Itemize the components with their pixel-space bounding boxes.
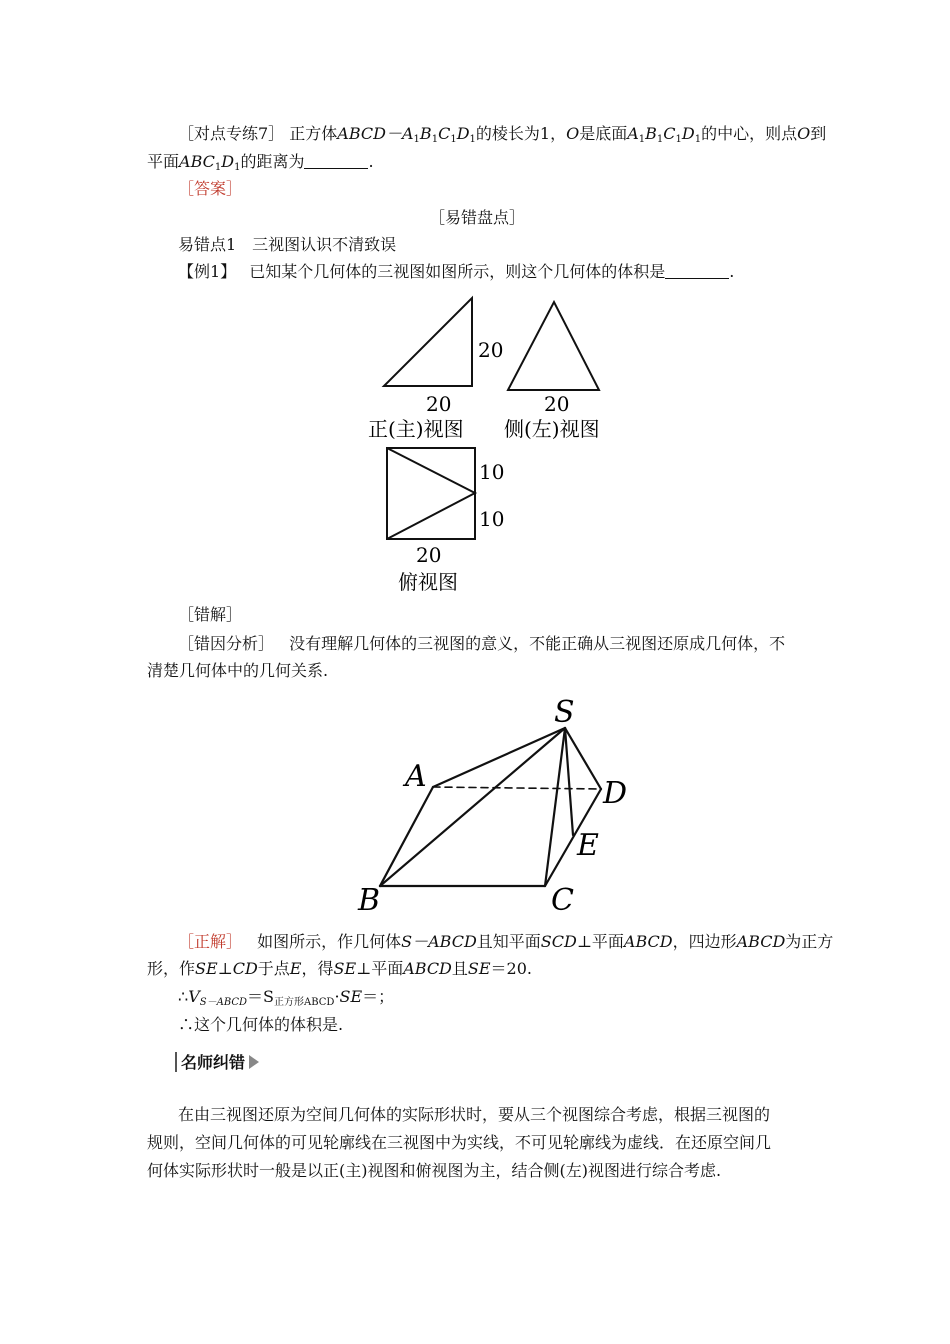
correct-line-1: ［正解］ 如图所示，作几何体S－ABCD且知平面SCD⊥平面ABCD，四边形ABCD为正方	[178, 932, 834, 951]
side-view-triangle	[508, 302, 599, 390]
edge-bs	[380, 728, 565, 886]
edge-ds	[565, 728, 601, 789]
three-views-figure	[360, 292, 640, 604]
analysis-label: ［错因分析］	[178, 634, 275, 653]
pyramid-figure	[355, 692, 645, 920]
top-view-diagonals	[387, 448, 475, 539]
practice-line-2: 平面$ABC_1D_1$的距离为 .	[147, 152, 374, 173]
correct-label: ［正解］	[178, 932, 243, 951]
label-s: S	[554, 695, 575, 730]
tip-line-1: 在由三视图还原为空间几何体的实际形状时，要从三个视图综合考虑，根据三视图的	[178, 1105, 771, 1124]
answer-label: ［答案］	[178, 179, 243, 198]
example-blank	[665, 262, 729, 279]
front-dim-bottom: 20	[426, 392, 452, 416]
correct-line-2: 形，作SE⊥CD于点E，得SE⊥平面ABCD且SE＝20.	[147, 959, 532, 978]
edge-as	[433, 728, 565, 787]
practice-line-1: ［对点专练7］ 正方体$ABCD-A_1B_1C_1D_1$的棱长为1，O是底面$A_1B_1C_1D_1$的中心，则点O到	[178, 124, 827, 145]
top-dim-right-1: 10	[479, 460, 505, 484]
tip-line-2: 规则，空间几何体的可见轮廓线在三视图中为实线，不可见轮廓线为虚线．在还原空间几	[147, 1133, 772, 1152]
play-arrow-icon	[249, 1055, 259, 1069]
top-caption: 俯视图	[398, 570, 458, 594]
edge-cs	[545, 728, 565, 886]
top-dim-right-2: 10	[479, 507, 505, 531]
label-a: A	[405, 759, 427, 794]
correct-line-4: ∴这个几何体的体积是.	[178, 1015, 344, 1034]
tip-title: 名师纠错	[181, 1053, 246, 1072]
edge-se	[565, 728, 573, 835]
tip-heading	[175, 1050, 259, 1073]
top-view-square	[387, 448, 475, 539]
tip-line-3: 何体实际形状时一般是以正(主)视图和俯视图为主，结合侧(左)视图进行综合考虑.	[147, 1161, 722, 1180]
tip-bar-icon	[175, 1052, 177, 1072]
error-point-heading: 易错点1 三视图认识不清致误	[178, 235, 397, 254]
side-dim-bottom: 20	[544, 392, 570, 416]
edge-ab	[380, 787, 433, 886]
label-b: B	[358, 883, 381, 918]
label-c: C	[551, 883, 574, 918]
correct-line-3: $\therefore V_{S-ABCD}=S_{正方形ABCD}\cdot SE=$；	[178, 987, 395, 1008]
section-title: ［易错盘点］	[428, 208, 525, 227]
example-1: 【例1】 已知某个几何体的三视图如图所示，则这个几何体的体积是 .	[178, 262, 735, 281]
example-label: 【例1】	[178, 262, 237, 281]
edge-ad-hidden	[433, 787, 601, 789]
label-e: E	[577, 828, 599, 863]
label-d: D	[603, 776, 628, 811]
practice-label: ［对点专练7］	[178, 124, 285, 143]
top-dim-bottom: 20	[416, 543, 442, 567]
wrong-solution-label: ［错解］	[178, 605, 243, 624]
front-caption: 正(主)视图	[368, 417, 464, 441]
analysis-line-1: ［错因分析］ 没有理解几何体的三视图的意义，不能正确从三视图还原成几何体，不	[178, 634, 786, 653]
front-view-triangle	[384, 298, 472, 386]
front-dim-right: 20	[478, 338, 504, 362]
side-caption: 侧(左)视图	[504, 417, 600, 441]
answer-blank	[304, 152, 368, 169]
analysis-line-2: 清楚几何体中的几何关系.	[147, 661, 329, 680]
